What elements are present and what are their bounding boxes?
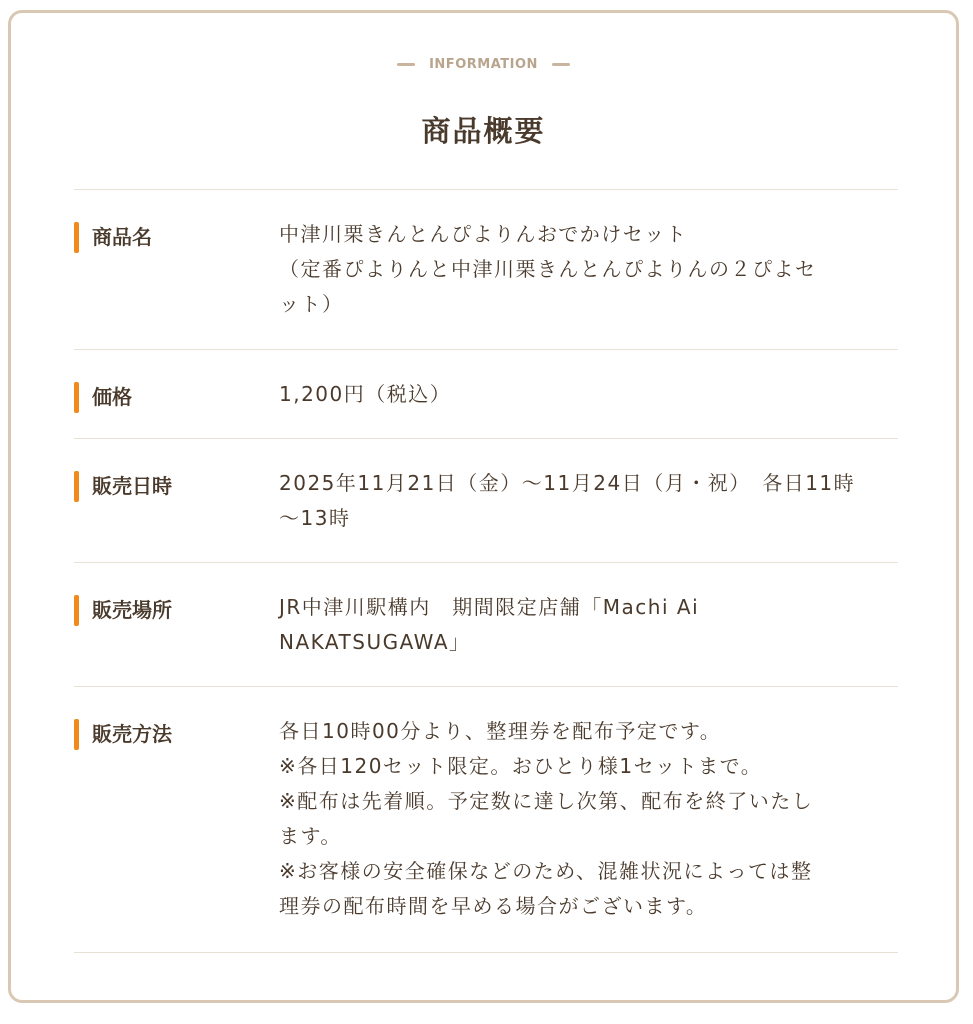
desc-line: ます。 — [279, 824, 342, 848]
product-summary-table — [74, 189, 898, 953]
row-price — [74, 350, 898, 439]
eyebrow-dash-right — [552, 63, 570, 66]
desc-line: 中津川栗きんとんぴよりんおでかけセット — [279, 222, 688, 246]
row-product-name — [74, 190, 898, 350]
desc-line: ※配布は先着順。予定数に達し次第、配布を終了いたし — [279, 789, 814, 813]
info-card — [8, 10, 959, 1003]
desc-sale-datetime — [279, 466, 898, 536]
desc-line: 1,200円（税込） — [279, 382, 452, 406]
term-sale-datetime: 販売日時 — [74, 469, 172, 503]
term-price: 価格 — [74, 380, 132, 414]
row-sale-method — [74, 687, 898, 953]
term-sale-location: 販売場所 — [74, 593, 172, 627]
desc-line: ※各日120セット限定。おひとり様1セットまで。 — [279, 754, 763, 778]
eyebrow-label: INFORMATION — [429, 57, 538, 72]
desc-line: ※お客様の安全確保などのため、混雑状況によっては整 — [279, 859, 813, 883]
desc-line: 〜13時 — [279, 506, 351, 530]
term-product-name: 商品名 — [74, 220, 152, 254]
section-eyebrow — [11, 57, 956, 72]
desc-price — [279, 377, 898, 412]
desc-line: JR中津川駅構内 期間限定店舗「Machi Ai — [279, 595, 700, 619]
desc-line: NAKATSUGAWA」 — [279, 630, 471, 654]
row-sale-datetime — [74, 439, 898, 563]
section-title: 商品概要 — [421, 114, 546, 148]
desc-line: （定番ぴよりんと中津川栗きんとんぴよりんの２ぴよセ — [279, 257, 817, 281]
desc-sale-location — [279, 590, 898, 660]
desc-line: ット） — [279, 292, 344, 316]
eyebrow-dash-left — [397, 63, 415, 66]
desc-line: 2025年11月21日（金）〜11月24日（月・祝） 各日11時 — [279, 471, 856, 495]
desc-product-name — [279, 217, 898, 322]
row-sale-location — [74, 563, 898, 687]
desc-line: 各日10時00分より、整理券を配布予定です。 — [279, 719, 722, 743]
desc-line: 理券の配布時間を早める場合がございます。 — [279, 894, 708, 918]
desc-sale-method — [279, 714, 898, 924]
term-sale-method: 販売方法 — [74, 717, 172, 751]
